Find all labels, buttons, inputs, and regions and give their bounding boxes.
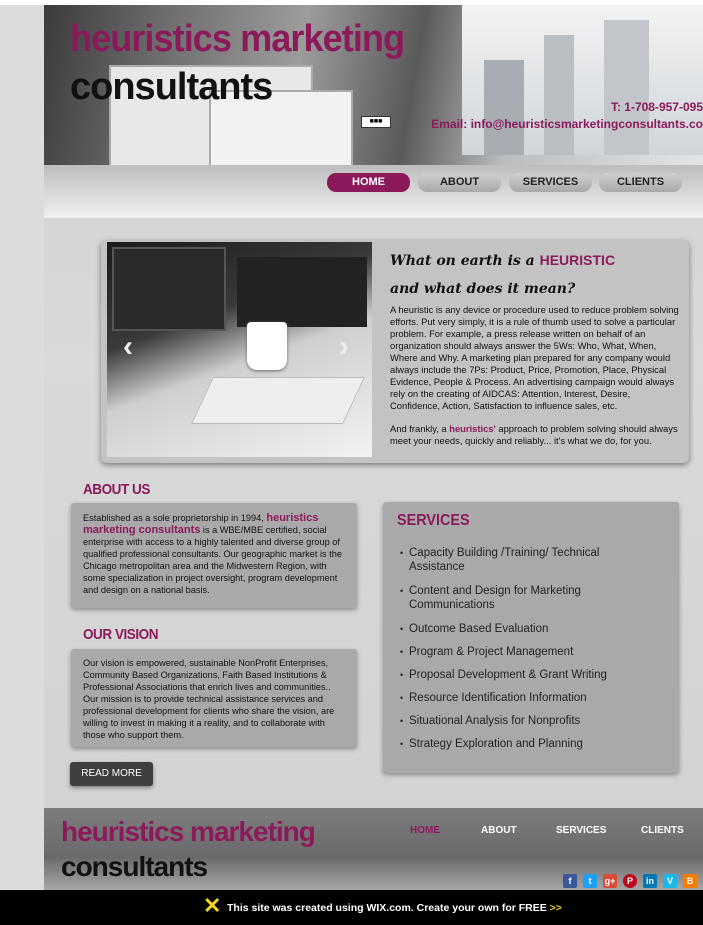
- about-text-prefix: Established as a sole proprietorship in 1994,: [83, 513, 267, 523]
- service-item: [400, 546, 615, 574]
- nav-clients[interactable]: CLIENTS: [599, 173, 682, 192]
- slideshow-image[interactable]: [107, 242, 372, 457]
- building-2: [544, 35, 574, 155]
- slider-next-icon[interactable]: ›: [339, 330, 349, 363]
- heuristic-title-prefix: What on earth is a: [390, 253, 540, 269]
- facebook-icon[interactable]: f: [563, 874, 577, 888]
- service-item: [400, 714, 615, 728]
- wix-logo-icon[interactable]: ✕: [203, 893, 222, 918]
- left-margin: [0, 5, 44, 890]
- para2-accent: heuristics': [449, 423, 496, 434]
- photo-monitor: [112, 247, 226, 331]
- about-text: [83, 512, 351, 596]
- footer-nav-home[interactable]: HOME: [410, 825, 440, 836]
- service-label: • Capacity Building /Training/ Technical Assistance: [409, 547, 600, 573]
- service-label: • Strategy Exploration and Planning: [409, 738, 583, 750]
- footer-nav-about[interactable]: ABOUT: [481, 825, 517, 836]
- pinterest-icon[interactable]: P: [623, 874, 637, 888]
- service-label: • Proposal Development & Grant Writing: [409, 669, 607, 681]
- vimeo-icon[interactable]: V: [663, 874, 677, 888]
- service-item: [400, 668, 615, 682]
- photo-mug: [247, 322, 287, 370]
- logo-text-line2[interactable]: consultants: [70, 66, 273, 108]
- heuristic-title-line2: and what does it mean?: [390, 281, 576, 297]
- logo-text-line1[interactable]: heuristics marketing: [70, 18, 405, 60]
- footer-nav-clients[interactable]: CLIENTS: [641, 825, 684, 836]
- header-email[interactable]: Email: info@heuristicsmarketingconsultants.co: [431, 117, 703, 131]
- footer-logo-line2[interactable]: consultants: [61, 851, 208, 882]
- linkedin-icon[interactable]: in: [643, 874, 657, 888]
- about-text-accent: heuristics marketing consultants: [83, 512, 319, 536]
- about-title: ABOUT US: [83, 481, 150, 498]
- para2-suffix: approach to problem solving should always meet your needs, quickly and reliably... it's what we do, for you.: [390, 423, 678, 446]
- photo-keyboard: [191, 377, 365, 424]
- nav-about[interactable]: ABOUT: [418, 173, 501, 192]
- footer-logo-line1[interactable]: heuristics marketing: [61, 816, 315, 847]
- service-label: • Content and Design for Marketing Communications: [409, 585, 581, 611]
- heuristic-paragraph-1: A heuristic is any device or procedure used to reduce problem solving efforts. Put very simply, it is a rule of thumb used to solve a particular problem. For example, a press release written on behalf of an organization should always answer the 5Ws: Who, What, When, Where and Why. A marketing plan prepared for any company would always include the 7Ps: Product, Price, Promotion, Place, Physical Evidence, People & Process. An advertising campaign would always rely on the creating of AIDCAS: Attention, Interest, Desire, Confidence, Action, Satisfaction to influence sales, etc.: [390, 304, 679, 411]
- nav-services[interactable]: SERVICES: [509, 173, 592, 192]
- service-item: [400, 645, 615, 659]
- slider-prev-icon[interactable]: ‹: [123, 330, 133, 363]
- header-social-widget[interactable]: ■■■: [361, 116, 391, 128]
- read-more-button[interactable]: READ MORE: [70, 762, 153, 786]
- google-plus-icon[interactable]: g+: [604, 876, 616, 886]
- about-text-suffix: is a WBE/MBE certified, social enterprise with access to a highly talented and diverse group of qualified professional consultants. Our geographic market is the Chicago metropolitan area and the Midwestern Region, with some specialization in project oversight, program development and design on a national basis.: [83, 525, 342, 595]
- service-label: • Outcome Based Evaluation: [409, 623, 549, 635]
- service-item: [400, 622, 615, 636]
- vision-title: OUR VISION: [83, 626, 159, 643]
- building-3: [604, 20, 649, 155]
- photo-monitor-2: [237, 257, 367, 327]
- header-phone: T: 1-708-957-095: [610, 100, 703, 114]
- footer-nav-services[interactable]: SERVICES: [556, 825, 607, 836]
- services-panel: [383, 502, 679, 773]
- service-item: [400, 737, 615, 751]
- building-1: [484, 60, 524, 155]
- heuristic-title-accent: HEURISTIC: [539, 252, 616, 268]
- vision-text: Our vision is empowered, sustainable NonProfit Enterprises, Community Based Organizations, Faith Based Institutions & Professional Associations that enrich lives and communities.. Our mission is to provide technical assistance services and professional development for clients who share the vision, are willing to invest in making it a reality, and to collaborate with those who support them.: [83, 658, 335, 740]
- heuristic-title-line1: [390, 252, 615, 269]
- service-label: • Resource Identification Information: [409, 692, 587, 704]
- heuristic-paragraph-2: [390, 423, 682, 447]
- service-label: • Situational Analysis for Nonprofits: [409, 715, 581, 727]
- wix-arrow-icon: >>: [549, 902, 562, 914]
- service-label: • Program & Project Management: [409, 646, 574, 658]
- wix-banner-text[interactable]: [227, 902, 562, 914]
- nav-home[interactable]: HOME: [327, 173, 410, 192]
- para2-prefix: And frankly, a: [390, 423, 450, 434]
- service-item: [400, 584, 615, 612]
- twitter-icon[interactable]: t: [583, 874, 597, 888]
- blogger-icon[interactable]: B: [683, 874, 697, 888]
- services-title: SERVICES: [397, 512, 470, 529]
- wix-text-label: This site was created using WIX.com. Create your own for FREE: [227, 902, 547, 914]
- service-item: [400, 691, 615, 705]
